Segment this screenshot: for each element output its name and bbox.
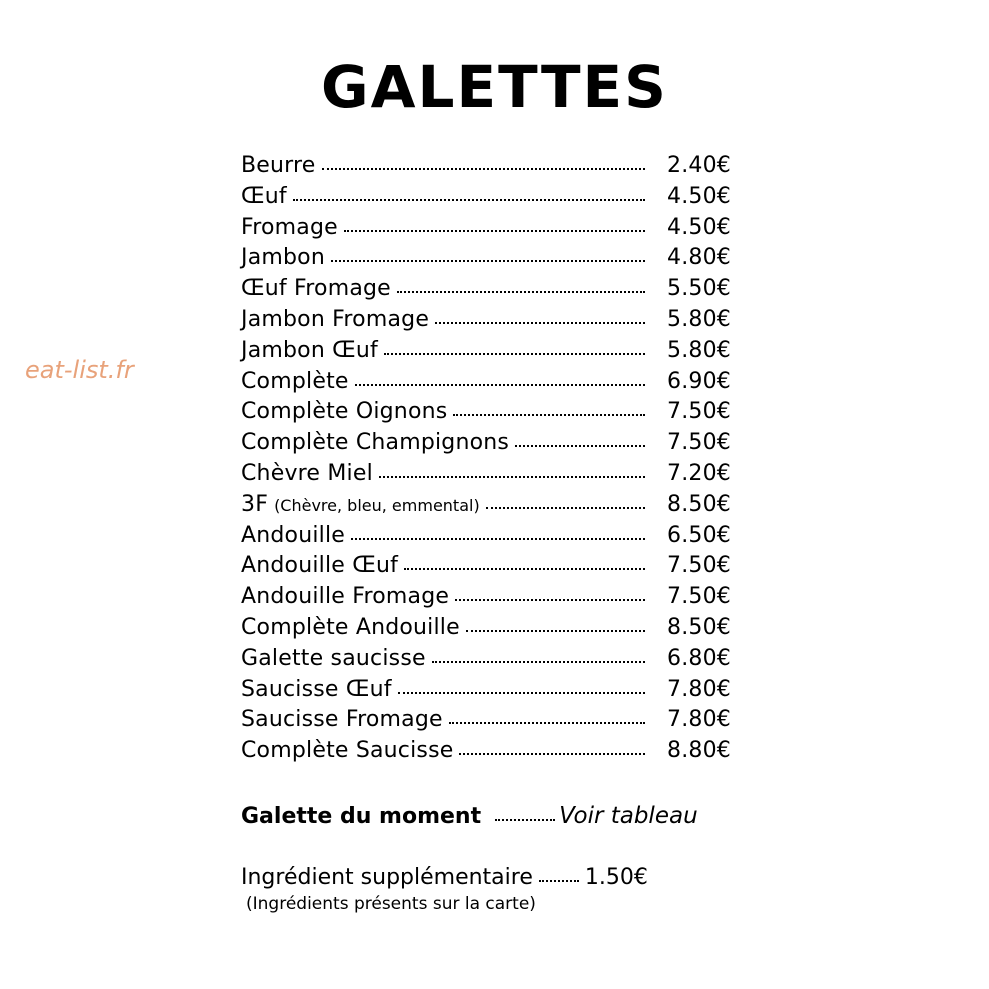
galette-menu-list	[241, 151, 731, 767]
menu-item	[241, 705, 731, 736]
menu-item-note: (Chèvre, bleu, emmental)	[274, 495, 480, 515]
menu-item	[241, 367, 731, 398]
menu-item	[241, 644, 731, 675]
menu-item-name: Complète	[241, 368, 349, 394]
menu-item-name: Complète Saucisse	[241, 738, 454, 764]
menu-item	[241, 151, 731, 182]
menu-item-name: 3F	[241, 491, 269, 517]
leader-dots	[322, 168, 645, 170]
menu-item	[241, 521, 731, 552]
leader-dots	[453, 414, 645, 416]
leader-dots	[404, 568, 645, 570]
menu-item-price: 7.20€	[667, 460, 731, 486]
menu-item-name: Chèvre Miel	[241, 460, 373, 486]
leader-dots	[351, 538, 645, 540]
extra-ingredient-price: 1.50€	[584, 865, 648, 890]
menu-item-name: Galette saucisse	[241, 645, 426, 671]
leader-dots	[539, 880, 579, 882]
menu-item-price: 6.90€	[667, 368, 731, 394]
galette-du-moment-value: Voir tableau	[559, 803, 698, 829]
leader-dots	[397, 291, 645, 293]
galette-du-moment-label: Galette du moment	[241, 804, 482, 829]
extra-ingredient-label: Ingrédient supplémentaire	[241, 865, 533, 890]
menu-item-name: Œuf	[241, 183, 287, 209]
menu-item	[241, 305, 731, 336]
leader-dots	[515, 445, 645, 447]
menu-item-name: Andouille Œuf	[241, 553, 399, 579]
leader-dots	[449, 722, 645, 724]
menu-item-name: Complète Champignons	[241, 430, 510, 456]
menu-item-price: 6.80€	[667, 645, 731, 671]
leader-dots	[398, 692, 645, 694]
menu-item	[241, 490, 731, 521]
leader-dots	[355, 384, 645, 386]
menu-item-name: Œuf Fromage	[241, 276, 391, 302]
leader-dots	[486, 507, 645, 509]
menu-item	[241, 459, 731, 490]
menu-item-price: 6.50€	[667, 522, 731, 548]
extra-ingredient-row	[241, 862, 741, 894]
menu-item-price: 4.50€	[667, 183, 731, 209]
menu-item-name: Complète Oignons	[241, 399, 448, 425]
menu-title: GALETTES	[321, 53, 668, 121]
leader-dots	[495, 819, 555, 821]
menu-item	[241, 243, 731, 274]
menu-item-price: 5.80€	[667, 306, 731, 332]
leader-dots	[435, 322, 645, 324]
extra-ingredient-note: (Ingrédients présents sur la carte)	[246, 894, 536, 914]
menu-item-price: 7.80€	[667, 676, 731, 702]
leader-dots	[331, 260, 645, 262]
menu-item	[241, 582, 731, 613]
leader-dots	[293, 199, 645, 201]
menu-item-price: 5.80€	[667, 337, 731, 363]
leader-dots	[344, 230, 645, 232]
leader-dots	[455, 599, 645, 601]
menu-item-price: 7.50€	[667, 399, 731, 425]
leader-dots	[384, 353, 645, 355]
menu-item-price: 7.80€	[667, 707, 731, 733]
menu-item	[241, 736, 731, 767]
leader-dots	[466, 630, 645, 632]
menu-item-price: 7.50€	[667, 584, 731, 610]
menu-item	[241, 675, 731, 706]
menu-item	[241, 274, 731, 305]
menu-item	[241, 397, 731, 428]
menu-item-price: 4.80€	[667, 245, 731, 271]
leader-dots	[379, 476, 645, 478]
menu-item-name: Fromage	[241, 214, 338, 240]
menu-item-price: 8.50€	[667, 491, 731, 517]
menu-item-name: Jambon Œuf	[241, 337, 378, 363]
menu-item-price: 5.50€	[667, 276, 731, 302]
menu-item	[241, 213, 731, 244]
menu-item-name: Beurre	[241, 153, 316, 178]
menu-item-price: 2.40€	[667, 153, 731, 178]
menu-item-name: Saucisse Œuf	[241, 676, 392, 702]
menu-item	[241, 336, 731, 367]
menu-item-price: 8.80€	[667, 738, 731, 764]
menu-item-price: 7.50€	[667, 553, 731, 579]
menu-item-name: Andouille Fromage	[241, 584, 450, 610]
menu-item	[241, 551, 731, 582]
menu-item-name: Andouille	[241, 522, 346, 548]
menu-item-name: Saucisse Fromage	[241, 707, 443, 733]
menu-item-name: Jambon	[241, 245, 325, 271]
menu-item	[241, 182, 731, 213]
menu-item-name: Complète Andouille	[241, 614, 460, 640]
menu-item-name: Jambon Fromage	[241, 306, 430, 332]
menu-item	[241, 428, 731, 459]
menu-item-price: 7.50€	[667, 430, 731, 456]
leader-dots	[432, 661, 645, 663]
menu-item-price: 8.50€	[667, 614, 731, 640]
watermark-text: eat-list.fr	[25, 356, 134, 384]
galette-du-moment-row	[241, 800, 741, 833]
leader-dots	[459, 753, 645, 755]
menu-item-price: 4.50€	[667, 214, 731, 240]
menu-item	[241, 613, 731, 644]
